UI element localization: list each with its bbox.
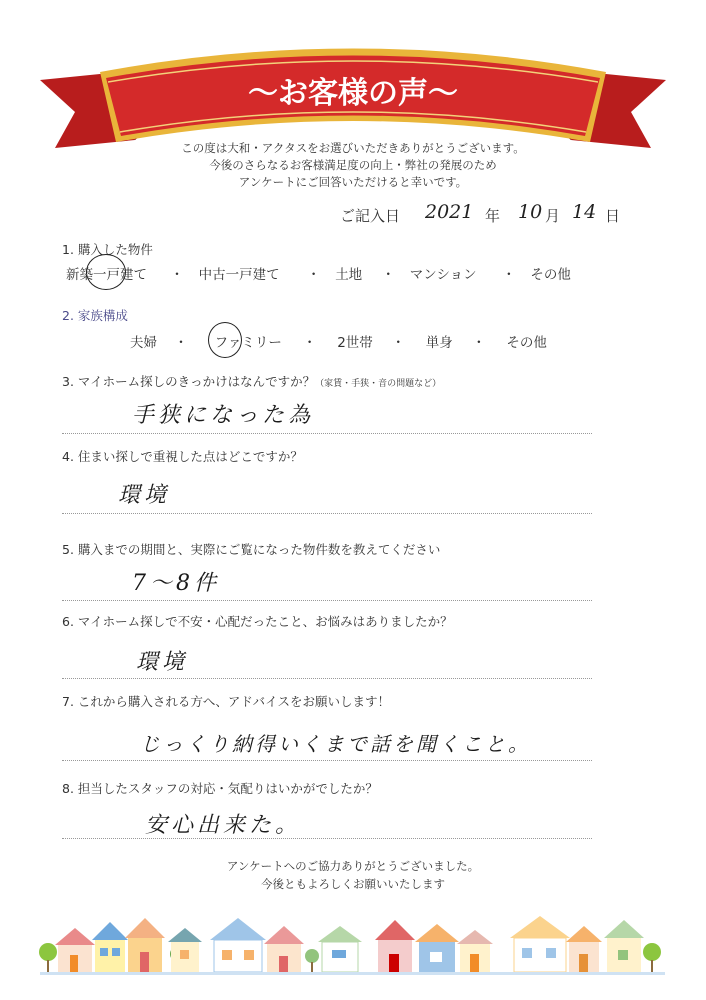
question-5: 5. 購入までの期間と、実際にご覧になった物件数を教えてください [62,542,441,557]
banner-title: ～お客様の声～ [248,76,458,111]
q1-option-used-house: 中古一戸建て [198,267,280,283]
tree-icon [39,943,57,972]
answer-3: 手狭になった為 [132,403,315,428]
house-icon [318,926,362,972]
house-icon [125,918,165,972]
answer-4-line [62,513,592,514]
q2-option-two-gen: 2世帯 [337,335,373,351]
house-icon [92,922,128,972]
q2-option-single: 単身 [425,335,453,351]
house-icon [566,926,602,972]
question-7: 7. これから購入される方へ、アドバイスをお願いします！ [62,694,391,709]
date-day-unit: 日 [605,207,621,225]
house-icon [168,928,202,972]
q2-options: 夫婦 ・ ファミリー ・ 2世帯 ・ 単身 ・ その他 [130,331,547,351]
q1-options: 新築一戸建て ・ 中古一戸建て ・ 土地 ・ マンション ・ その他 [66,263,571,283]
answer-5-line [62,600,592,601]
question-2: 2. 家族構成 [62,308,128,323]
house-icon [604,920,644,972]
answer-6: 環境 [136,650,189,675]
question-4: 4. 住まい探しで重視した点はどこですか？ [62,449,303,464]
answer-8: 安心出来た。 [145,813,302,838]
question-8: 8. 担当したスタッフの対応・気配りはいかがでしたか？ [62,781,378,796]
intro-line-1: この度は大和・アクタスをお選びいただきありがとうございます。 [181,141,525,155]
answer-3-line [62,433,592,434]
q2-option-family: ファミリー [214,335,282,351]
tree-icon [305,949,319,972]
house-icon [55,928,95,972]
thanks-line-1: アンケートへのご協力ありがとうございました。 [226,859,480,873]
thanks-line-2: 今後ともよろしくお願いいたします [261,877,445,891]
q1-option-mansion: マンション [409,267,477,283]
q1-option-other: その他 [530,267,571,283]
q1-option-land: 土地 [335,267,363,283]
answer-6-line [62,678,592,679]
house-icon [375,920,415,972]
house-icon [457,930,493,972]
date-day: 14 [572,201,597,223]
q2-option-couple: 夫婦 [130,335,157,351]
date-month-unit: 月 [545,207,561,225]
answer-7: じっくり納得いくまで話を聞くこと。 [140,732,531,756]
house-icon [415,924,459,972]
date-year: 2021 [425,201,474,223]
answer-5: 7〜8件 [132,571,220,596]
house-icon [210,918,266,972]
answer-7-line [62,760,592,761]
date-label: ご記入日 [340,207,401,225]
house-icon [510,916,570,972]
house-icon [264,926,304,972]
question-1: 1. 購入した物件 [62,242,153,257]
date-month: 10 [518,201,543,223]
answer-8-line [62,838,592,839]
tree-icon [643,943,661,972]
question-3: 3. マイホーム探しのきっかけはなんですか？（家賃・手狭・音の問題など） [62,374,442,389]
date-year-unit: 年 [485,207,501,225]
question-3-note: （家賃・手狭・音の問題など） [315,379,442,389]
intro-line-2: 今後のさらなるお客様満足度の向上・弊社の発展のため [209,158,497,172]
q1-option-new-house: 新築一戸建て [66,267,147,283]
houses-illustration [0,900,706,990]
question-6: 6. マイホーム探しで不安・心配だったこと、お悩みはありましたか？ [62,614,453,629]
ground-line [40,972,665,975]
q2-option-other: その他 [506,335,547,351]
answer-4: 環境 [118,483,171,508]
q1-selection-circle [86,254,126,290]
q2-selection-circle [208,322,242,358]
intro-line-3: アンケートにご回答いただけると幸いです。 [238,175,468,189]
